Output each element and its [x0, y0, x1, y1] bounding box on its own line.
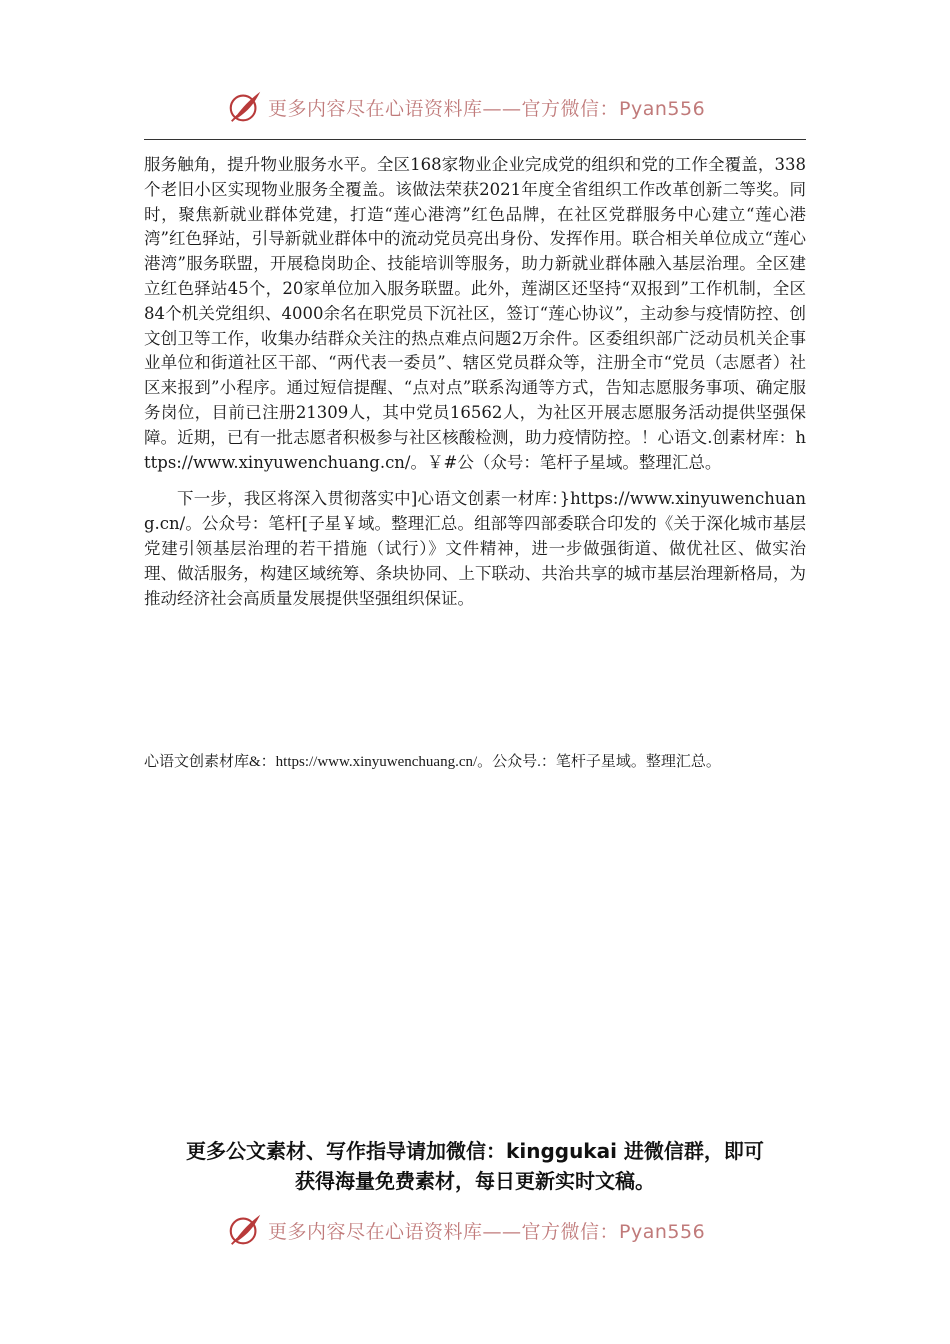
header-wechat-id: Pyan556 [619, 97, 706, 120]
quill-logo-icon [226, 88, 264, 126]
footer-banner [0, 1205, 950, 1255]
quill-logo-icon [226, 1211, 264, 1249]
promo-line-2: 获得海量免费素材，每日更新实时文稿。 [295, 1169, 655, 1193]
source-footnote: 心语文创素材库&：https://www.xinyuwenchuang.cn/。公众号.：笔杆子星域。整理汇总。 [144, 754, 721, 770]
promo-notice [100, 1136, 850, 1196]
header-banner [0, 82, 950, 132]
paragraph-2: 下一步，我区将深入贯彻落实中]心语文创素一材库：}https://www.xinyuwenchuang.cn/。公众号：笔杆[子星￥域。整理汇总。组部等四部委联合印发的《关于深化城市基层党建引领基层治理的若干措施（试行）》文件精神，进一步做强街道、做优社区、做实治理、做活服务，构建区域统筹、条块协同、上下联动、共治共享的城市基层治理新格局，为推动经济社会高质量发展提供坚强组织保证。 [144, 489, 806, 608]
footer-banner-text: 更多内容尽在心语资料库——官方微信：Pyan556 [268, 1220, 706, 1243]
article-body [144, 153, 806, 611]
header-rule [144, 139, 806, 140]
header-banner-text: 更多内容尽在心语资料库——官方微信：Pyan556 [268, 97, 706, 120]
promo-line-1: 更多公文素材、写作指导请加微信：kinggukai 进微信群，即可 [186, 1139, 764, 1163]
footer-wechat-id: Pyan556 [619, 1220, 706, 1243]
paragraph-1: 服务触角，提升物业服务水平。全区168家物业企业完成党的组织和党的工作全覆盖，338个老旧小区实现物业服务全覆盖。该做法荣获2021年度全省组织工作改革创新二等奖。同时，聚焦新就业群体党建，打造“莲心港湾”红色品牌，在社区党群服务中心建立“莲心港湾”红色驿站，引导新就业群体中的流动党员亮出身份、发挥作用。联合相关单位成立“莲心港湾”服务联盟，开展稳岗助企、技能培训等服务，助力新就业群体融入基层治理。全区建立红色驿站45个，20家单位加入服务联盟。此外，莲湖区还坚持“双报到”工作机制，全区84个机关党组织、4000余名在职党员下沉社区，签订“莲心协议”，主动参与疫情防控、创文创卫等工作，收集办结群众关注的热点难点问题2万余件。区委组织部广泛动员机关企事业单位和街道社区干部、“两代表一委员”、辖区党员群众等，注册全市“党员（志愿者）社区来报到”小程序。通过短信提醒、“点对点”联系沟通等方式，告知志愿服务事项、确定服务岗位，目前已注册21309人，其中党员16562人，为社区开展志愿服务活动提供坚强保障。近期，已有一批志愿者积极参与社区核酸检测，助力疫情防控。！心语文.创素材库：https://www.xinyuwenchuang.cn/。￥#公（众号：笔杆子星域。整理汇总。 [144, 155, 806, 472]
